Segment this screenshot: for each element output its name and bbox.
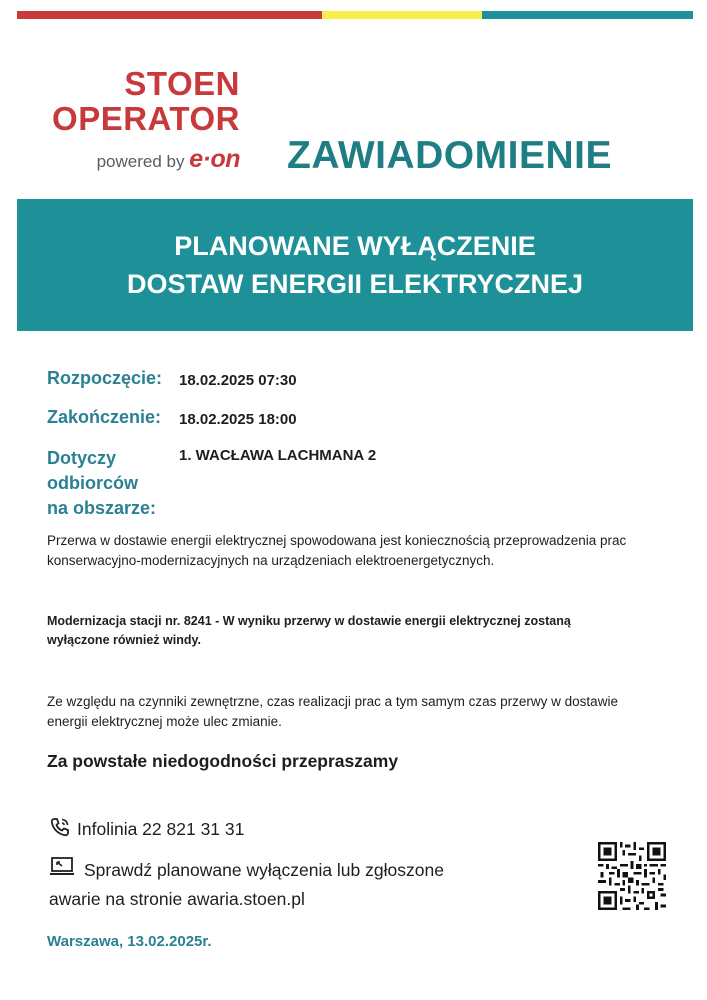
logo-line-operator: OPERATOR	[52, 100, 240, 137]
start-label: Rozpoczęcie:	[47, 368, 163, 388]
outage-banner	[17, 199, 693, 331]
start-value: 18.02.2025 07:30	[179, 372, 297, 389]
top-color-stripe	[17, 11, 693, 19]
area-label-line-3: na obszarze:	[47, 498, 157, 518]
banner-line-1: PLANOWANE WYŁĄCZENIE	[174, 231, 536, 261]
area-label	[47, 446, 156, 521]
web-info-line-2: awarie na stronie awaria.stoen.pl	[49, 889, 305, 909]
disclaimer-line-2: energii elektrycznej może ulec zmianie.	[47, 714, 282, 729]
reason-line-2: konserwacyjno-modernizacyjnych na urządzeniach elektroenergetycznych.	[47, 553, 495, 568]
stripe-yellow	[322, 11, 482, 19]
stripe-teal	[482, 11, 693, 19]
eon-brand-mark: e·on	[189, 145, 240, 173]
area-label-line-1: Dotyczy	[47, 448, 117, 468]
reason-line-1: Przerwa w dostawie energii elektrycznej spowodowana jest koniecznością przeprowadzenia prac	[47, 533, 627, 548]
hotline-text: Infolinia 22 821 31 31	[77, 819, 245, 839]
area-label-line-2: odbiorców	[47, 473, 138, 493]
disclaimer-paragraph	[47, 692, 667, 732]
web-info-line-1	[49, 856, 444, 886]
modernization-note	[47, 612, 667, 650]
place-date: Warszawa, 13.02.2025r.	[47, 933, 212, 950]
note-line-2: wyłączone również windy.	[47, 633, 201, 647]
qr-code-icon[interactable]	[598, 842, 666, 910]
banner-line-2: DOSTAW ENERGII ELEKTRYCZNEJ	[126, 269, 584, 299]
logo-powered-text: powered by	[96, 152, 185, 171]
disclaimer-line-1: Ze względu na czynniki zewnętrzne, czas realizacji prac a tym samym czas przerwy w dostawie	[47, 694, 618, 709]
logo-powered-by	[40, 145, 240, 174]
page-title: ZAWIADOMIENIE	[287, 134, 612, 177]
stoen-operator-logo	[40, 66, 240, 174]
web-info	[49, 856, 444, 913]
reason-paragraph	[47, 531, 667, 571]
laptop-icon	[49, 856, 75, 886]
logo-line-stoen: STOEN	[124, 65, 240, 102]
note-line-1: Modernizacja stacji nr. 8241 - W wyniku przerwy w dostawie energii elektrycznej zostaną	[47, 614, 571, 628]
end-value: 18.02.2025 18:00	[179, 411, 297, 428]
phone-icon	[49, 816, 71, 846]
hotline-row	[49, 816, 244, 846]
stripe-red	[17, 11, 322, 19]
apology-text: Za powstałe niedogodności przepraszamy	[47, 751, 399, 771]
area-value: 1. WACŁAWA LACHMANA 2	[179, 447, 377, 464]
end-label: Zakończenie:	[47, 407, 162, 427]
web-info-text-1: Sprawdź planowane wyłączenia lub zgłoszone	[84, 860, 444, 880]
